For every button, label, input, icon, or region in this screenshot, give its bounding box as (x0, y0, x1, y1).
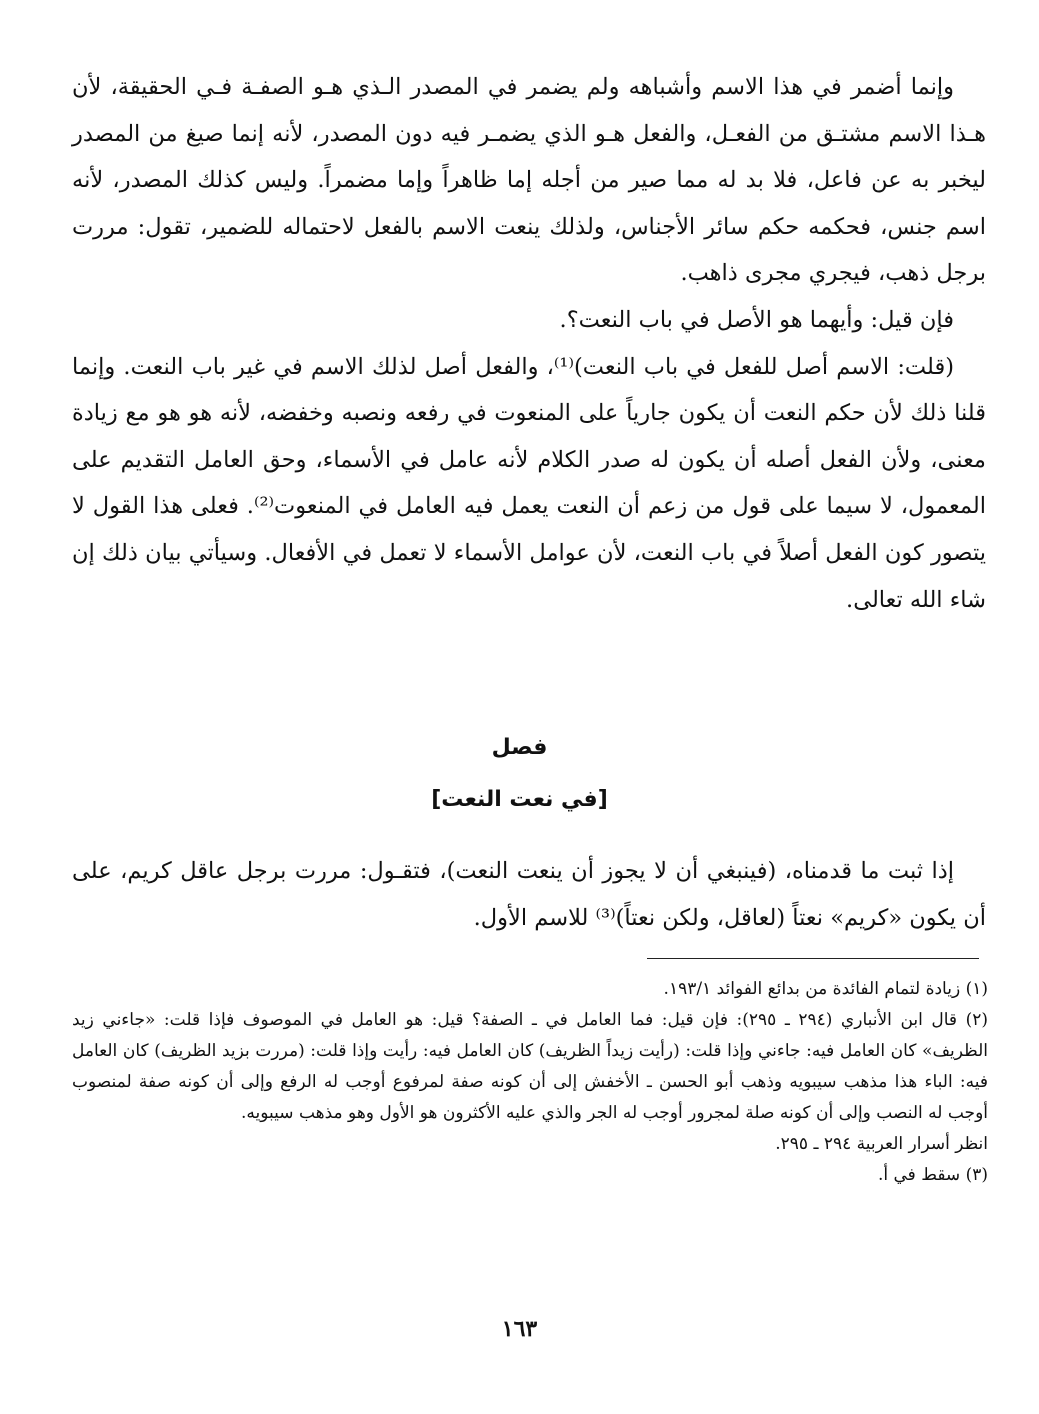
paragraph-4: إذا ثبت ما قدمناه، (فينبغي أن لا يجوز أن ينعت النعت)، فتقـول: مررت برجل عاقل كريم، على أن يكون «كريم» نعتاً (لعاقل، ولكن نعتاً)⁽³⁾ للاسم الأول. (72, 858, 986, 931)
paragraph-3-answer: (قلت: الاسم أصل للفعل في باب النعت)⁽¹⁾، والفعل أصل لذلك الاسم في غير باب النعت. وإنما قلنا ذلك لأن حكم النعت أن يكون جارياً على المنعوت في رفعه ونصبه وخفضه، لأنه هو هو مع زيادة معنى، ولأن الفعل أصله أن يكون له صدر الكلام لأنه عامل في الأسماء، وحق العامل التقديم على المعمول، لا سيما على قول من زعم أن النعت يعمل فيه العامل في المنعوت⁽²⁾. فعلى هذا القول لا يتصور كون الفعل أصلاً في باب النعت، لأن عوامل الأسماء لا تعمل في الأفعال. وسيأتي بيان ذلك إن شاء الله تعالى. (72, 353, 986, 613)
footnote-divider (647, 958, 979, 959)
footnote-1: (١) زيادة لتمام الفائدة من بدائع الفوائد ١٩٣/١. (663, 979, 988, 999)
paragraph-2-question: فإن قيل: وأيهما هو الأصل في باب النعت؟. (559, 306, 954, 333)
footnotes-block (72, 974, 988, 1191)
main-text-block (72, 64, 986, 623)
section-title: فصل (491, 735, 548, 760)
footnote-3: (٣) سقط في أ. (877, 1165, 988, 1185)
footnote-2-reference: انظر أسرار العربية ٢٩٤ ـ ٢٩٥. (775, 1134, 988, 1154)
footnote-2: (٢) قال ابن الأنباري (٢٩٤ ـ ٢٩٥): فإن قيل: فما العامل في ـ الصفة؟ قيل: هو العامل في الموصوف فإذا قلت: «جاءني زيد الظريف» كان العامل فيه: جاءني وإذا قلت: (رأيت زيداً الظريف) كان العامل فيه: رأيت وإذا قلت: (مررت بزيد الظريف) كان العامل فيه: الباء هذا مذهب سيبويه وذهب أبو الحسن ـ الأخفش إلى أن كونه صفة لمرفوع أوجب له الرفع وإلى أن كونه صفة لمنصوب أوجب له النصب وإلى أن كونه صلة لمجرور أوجب له الجر والذي عليه الأكثرون هو الأول وهو مذهب سيبويه. (72, 1010, 988, 1123)
section-text-block (72, 848, 986, 941)
section-subtitle: [في نعت النعت] (431, 787, 608, 812)
page-number: ١٦٣ (501, 1316, 538, 1342)
paragraph-1: وإنما أضمر في هذا الاسم وأشباهه ولم يضمر في المصدر الـذي هـو الصفـة فـي الحقيقة، لأن هـذا الاسم مشتـق من الفعـل، والفعل هـو الذي يضمـر فيه دون المصدر، لأنه إنما صيغ من المصدر ليخبر به عن فاعل، فلا بد له مما صير من أجله إما ظاهراً وإما مضمراً. وليس كذلك المصدر، لأنه اسم جنس، فحكمه حكم سائر الأجناس، ولذلك ينعت الاسم بالفعل لاحتماله للضمير، تقول: مررت برجل ذهب، فيجري مجرى ذاهب. (72, 74, 986, 287)
